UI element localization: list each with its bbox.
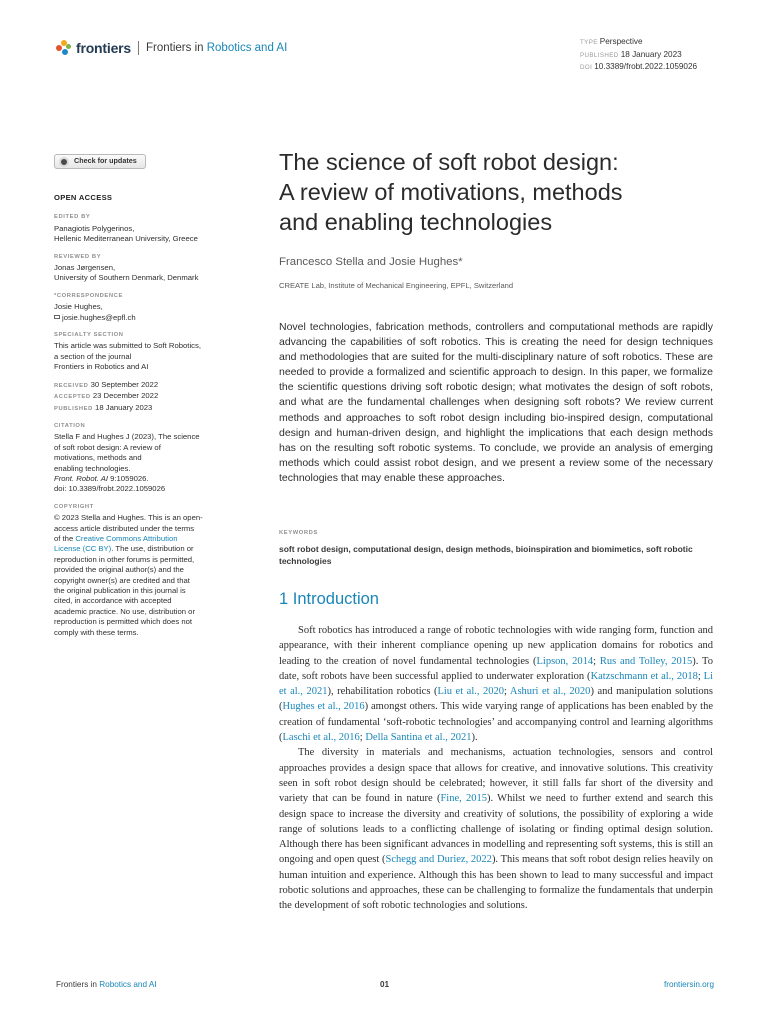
citation-link[interactable]: Ashuri et al., 2020	[509, 686, 591, 698]
body-text: ) amongst others. This wide varying range of applications has been enabled by the creation of fundamental ‘soft-robotic technologies’ and accompanying control and learning algorithms (	[279, 701, 713, 744]
citation-doi[interactable]: doi: 10.3389/frobt.2022.1059026	[54, 484, 166, 494]
body-text: The diversity in materials and mechanisms, actuation technologies, sensors and control approaches provides a design space that allows for creative, and innovative solutions. This creativity seen in soft robot design should be celebrated; however, it still falls far short of the diversity and variety that can be found in nature (	[279, 747, 713, 805]
cc-license-link[interactable]: Creative Commons Attribution	[75, 533, 178, 543]
citation-link[interactable]: Fine, 2015	[440, 793, 487, 805]
citation-link[interactable]: Laschi et al., 2016	[282, 732, 360, 744]
body-text: ).	[471, 732, 478, 744]
body-text: Soft robotics has introduced a range of robotic technologies with wide ranging form, function and appearance, with their inherent compliance opening up new application domains for robotics and leading to the creation of novel fundamental technologies (	[279, 625, 713, 667]
body-text: ). To date, soft robots have been successful applied to underwater exploration (	[279, 655, 713, 682]
citation-link[interactable]: Hughes et al., 2016	[282, 701, 365, 713]
body-text: ). Whilst we need to further extend and search this design space to increase the diversity and creativity of solutions, the possibility of exploring a wide range of solutions leads to a conflicting challenge of isolating or finding optimal design solution. Although there has been significant advances in modelling and representing soft systems, this is still an ongoing and open quest (	[279, 793, 713, 866]
body-text: ;	[504, 686, 510, 698]
edited-by-section: EDITED BY Panagiotis Polygerinos, Hellenic Mediterranean University, Greece	[54, 214, 198, 244]
article-doi[interactable]: DOI 10.3389/frobt.2022.1059026	[580, 62, 698, 71]
citation-link[interactable]: Lipson, 2014	[536, 655, 594, 667]
section-heading-introduction: 1 Introduction	[279, 590, 379, 608]
specialty-section: SPECIALTY SECTION This article was submitted to Soft Robotics, a section of the journal Frontiers in Robotics and AI	[54, 332, 201, 372]
correspondence-section: *CORRESPONDENCE Josie Hughes, josie.hughes@epfl.ch	[54, 291, 232, 323]
citation-link[interactable]: Della Santina et al., 2021	[365, 732, 472, 744]
article-abstract: Novel technologies, fabrication methods, controllers and computational methods are rapidly advancing the capabilities of soft robotics. This is creating the need for design techniques and methodologies that are suited for the multi-disciplinary nature of soft robotics. These are needed to provide a formalized and scientific approach to design. In this paper, we formalize the scientific questions driving soft robotic design; what motivates the design of soft robots, and what are the fundamental challenges when designing soft robots? We review current methods and approaches to soft robot design including bio-inspired design, computational design and human-driven design, and highlight the implications that each design methods has on the resulting soft robotic systems. To conclude, we provide an analysis of emerging methods which could assist robot design, and we present a review some of the necessary technologies that may enable these approaches.	[279, 321, 713, 484]
page-header	[56, 36, 716, 71]
article-meta	[580, 36, 697, 74]
paragraph-1	[279, 623, 713, 745]
brand	[56, 40, 287, 56]
paragraph-2	[279, 745, 713, 913]
correspondence-email[interactable]: josie.hughes@epfl.ch	[54, 313, 232, 323]
article-body	[279, 623, 713, 914]
citation-link[interactable]: Rus and Tolley, 2015	[599, 655, 693, 667]
footer-site-link[interactable]: frontiersin.org	[663, 980, 714, 989]
email-icon	[54, 315, 60, 319]
open-access-label: OPEN ACCESS	[54, 193, 113, 202]
page-footer	[56, 980, 714, 994]
check-for-updates-label: Check for updates	[74, 156, 137, 166]
brand-name[interactable]: frontiers	[76, 40, 131, 56]
article-authors[interactable]: Francesco Stella and Josie Hughes*	[279, 256, 463, 268]
body-text: ;	[593, 655, 600, 667]
body-text: ). This means that soft robot design relies heavily on human intuition and experience. Although this has been shown to lead to many successful and impact robotic solutions and approaches, these can be challenging to formalize the fundamentals that underpin the development of soft robotic technologies and solutions.	[279, 854, 714, 912]
article-title: The science of soft robot design: A review of motivations, methods and enabling technologies	[279, 149, 623, 235]
body-text: ) and manipulation solutions (	[279, 686, 713, 713]
body-text: ;	[697, 670, 704, 682]
frontiers-logo-icon	[56, 40, 72, 56]
citation-link[interactable]: Schegg and Duriez, 2022	[385, 854, 492, 866]
article-type: TYPE Perspective	[580, 37, 643, 46]
dates-section: RECEIVED 30 September 2022 ACCEPTED 23 December 2022 PUBLISHED 18 January 2023	[54, 379, 159, 412]
page-number: 01	[380, 980, 390, 989]
footer-journal[interactable]: Frontiers in Robotics and AI	[56, 980, 157, 989]
journal-title[interactable]: Frontiers in Robotics and AI	[146, 42, 288, 54]
citation-link[interactable]: Li et al., 2021	[279, 670, 713, 698]
body-text: ;	[359, 732, 366, 744]
citation-section: CITATION Stella F and Hughes J (2023), The science of soft robot design: A review of motivations, methods and enabling technologies. Front. Robot. AI 9:1059026. doi: 10.3389/frobt.2022.1059026	[54, 421, 232, 495]
body-text: ), rehabilitation robotics (	[327, 686, 438, 698]
check-for-updates-button[interactable]	[54, 154, 146, 169]
keywords: soft robot design, computational design, design methods, bioinspiration and biomimetics, soft robotic technologies	[279, 544, 693, 566]
brand-divider	[138, 41, 139, 55]
article-affiliation: CREATE Lab, Institute of Mechanical Engineering, EPFL, Switzerland	[279, 281, 514, 290]
citation-link[interactable]: Liu et al., 2020	[437, 686, 505, 698]
update-icon	[59, 157, 69, 167]
article-published: PUBLISHED 18 January 2023	[580, 49, 682, 59]
copyright-section: COPYRIGHT © 2023 Stella and Hughes. This is an open- access article distributed under the terms of the Creative Commons Attribution License (CC BY). The use, distribution or reproduction in other forums is permitted, provided the original author(s) and the copyright owner(s) are credited and that the original publication in this journal is cited, in accordance with accepted academic practice. No use, distribution or reproduction is permitted which does not comply with these terms.	[54, 503, 203, 637]
sidebar	[54, 154, 232, 645]
citation-link[interactable]: Katzschmann et al., 2018	[590, 670, 698, 682]
reviewed-by-section: REVIEWED BY Jonas Jørgensen, University of Southern Denmark, Denmark	[54, 253, 199, 283]
keywords-label: KEYWORDS	[279, 530, 318, 536]
cc-license-link-2[interactable]: License (CC BY)	[54, 544, 112, 554]
